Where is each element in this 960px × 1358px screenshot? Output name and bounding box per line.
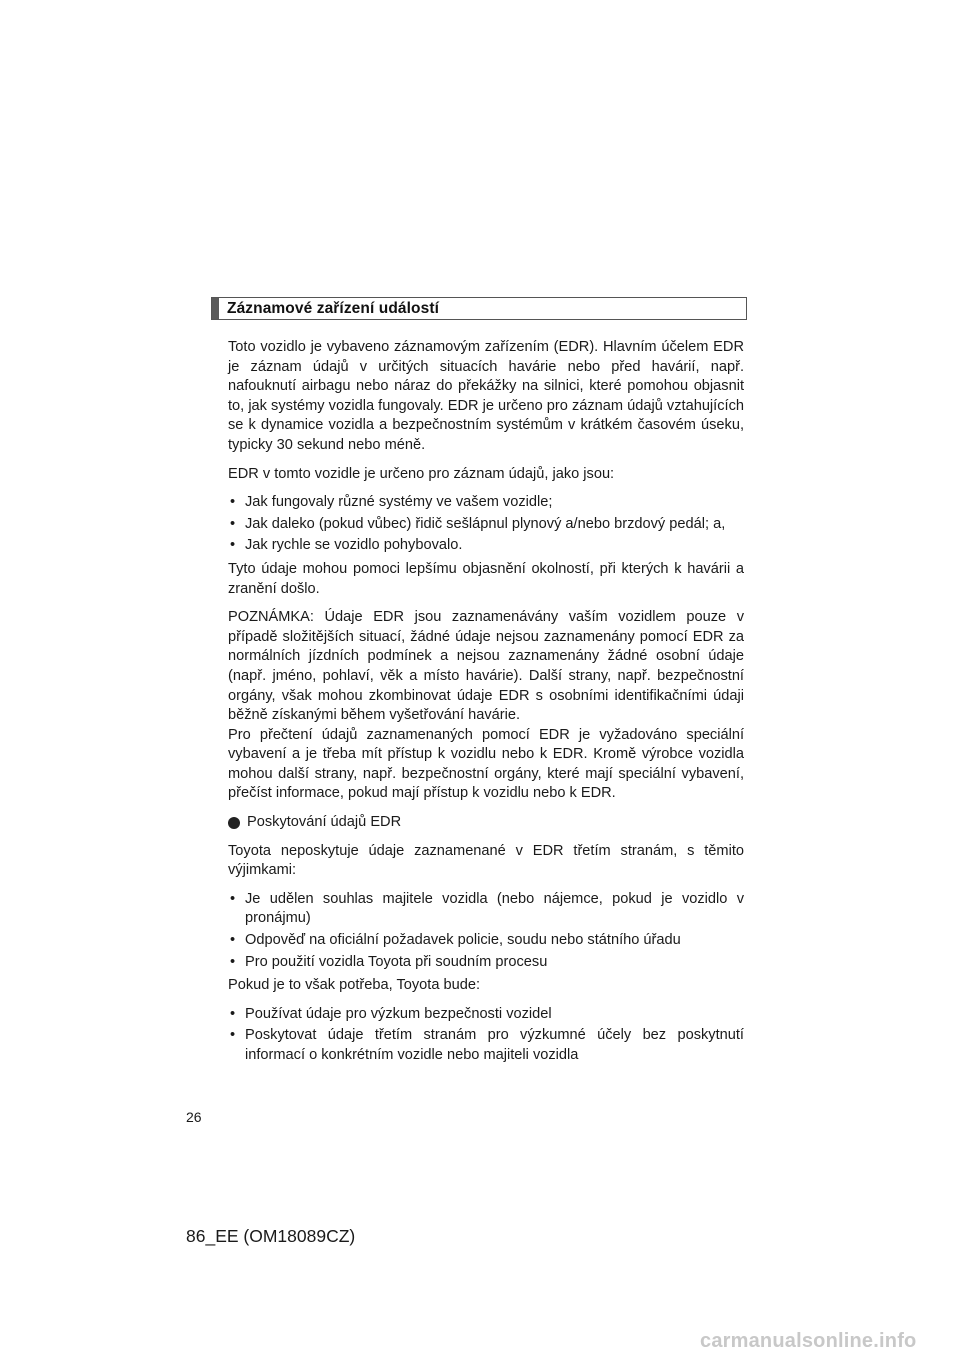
list-item: [228, 953, 744, 973]
paragraph-purpose: Tyto údaje mohou pomoci lepšímu objasnění okolností, při kterých k havárii a zranění došlo.: [228, 560, 744, 597]
section-header: [211, 297, 747, 320]
toyota-uses-list: [228, 1005, 744, 1066]
filled-circle-icon: [228, 817, 240, 829]
list-item: [228, 1005, 744, 1025]
list-item-text: Používat údaje pro výzkum bezpečnosti vozidel: [245, 1005, 552, 1022]
header-accent-bar: [212, 298, 219, 319]
recorded-data-list: [228, 493, 744, 556]
subheading: [228, 813, 744, 833]
exceptions-list: [228, 890, 744, 972]
document-code: 86_EE (OM18089CZ): [186, 1226, 356, 1246]
bullet-icon: •: [230, 1005, 236, 1022]
list-item: [228, 515, 744, 535]
paragraph-however: Pokud je to však potřeba, Toyota bude:: [228, 977, 481, 994]
list-item-text: Odpověď na oficiální požadavek policie, soudu nebo státního úřadu: [245, 932, 681, 949]
list-item: [228, 931, 744, 951]
list-item-text: Jak fungovaly různé systémy ve vašem vozidle;: [245, 494, 553, 511]
paragraph-intro: Toto vozidlo je vybaveno záznamovým zařízením (EDR). Hlavním účelem EDR je záznam údajů v určitých situacích havárie nebo před havárií, např. nafouknutí airbagu nebo náraz do překážky na silnici, které pomohou objasnit to, jak systémy vozidla fungovaly. EDR je určeno pro záznam údajů vztahujících se k dynamice vozidla a bezpečnostním systémům v krátkém časovém úseku, typicky 30 sekund nebo méně.: [228, 339, 744, 453]
list-item-text: Jak daleko (pokud vůbec) řidič sešlápnul plynový a/nebo brzdový pedál; a,: [245, 515, 726, 532]
bullet-icon: •: [230, 1027, 236, 1044]
list-item-text: Je udělen souhlas majitele vozidla (nebo nájemce, pokud je vozidlo v pronájmu): [245, 890, 744, 927]
paragraph-note: POZNÁMKA: Údaje EDR jsou zaznamenávány vaším vozidlem pouze v případě složitějších situací, žádné údaje nejsou zaznamenány pomocí EDR za normálních jízdních podmínek a nejsou zaznamenány žádné osobní údaje (např. jméno, pohlaví, věk a místo havárie). Další strany, např. bezpečnostní orgány, však mohou zkombinovat údaje EDR s osobními identifikačními údaji běžně získanými během vyšetřování havárie.: [228, 609, 744, 724]
bullet-icon: •: [230, 494, 236, 511]
bullet-icon: •: [230, 890, 236, 907]
bullet-icon: •: [230, 537, 236, 554]
list-item-text: Poskytovat údaje třetím stranám pro výzkumné účely bez poskytnutí informací o konkrétním vozidle nebo majiteli vozidla: [245, 1027, 744, 1063]
bullet-icon: •: [230, 953, 236, 970]
paragraph-disclosure: Toyota neposkytuje údaje zaznamenané v EDR třetím stranám, s těmito výjimkami:: [228, 842, 744, 879]
list-item: [228, 1026, 744, 1065]
section-content: [228, 338, 744, 1070]
bullet-icon: •: [230, 515, 236, 532]
subheading-text: Poskytování údajů EDR: [247, 814, 402, 831]
page-number: 26: [186, 1109, 202, 1125]
paragraph-edr-records: EDR v tomto vozidle je určeno pro záznam údajů, jako jsou:: [228, 465, 615, 482]
watermark: carmanualsonline.info: [700, 1330, 917, 1352]
bullet-icon: •: [230, 932, 236, 949]
list-item: [228, 536, 744, 556]
list-item: [228, 890, 744, 929]
list-item: [228, 493, 744, 513]
section-title: Záznamové zařízení událostí: [227, 299, 440, 317]
paragraph-reading: Pro přečtení údajů zaznamenaných pomocí EDR je vyžadováno speciální vybavení a je třeba mít přístup k vozidlu nebo k EDR. Kromě výrobce vozidla mohou další strany, např. bezpečnostní orgány, které mají speciální vybavení, přečíst informace, pokud mají přístup k vozidlu nebo k EDR.: [228, 726, 744, 802]
list-item-text: Jak rychle se vozidlo pohybovalo.: [245, 537, 463, 554]
list-item-text: Pro použití vozidla Toyota při soudním procesu: [245, 953, 548, 970]
